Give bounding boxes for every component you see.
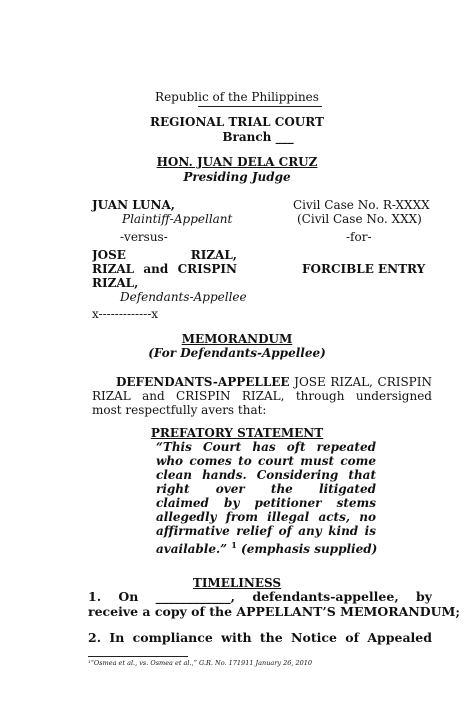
prefatory-quote — [156, 440, 376, 556]
timeliness-heading: TIMELINESS — [192, 576, 282, 590]
for-label: -for- — [346, 230, 372, 244]
item-1-line-2: receive a copy of the APPELLANT’S MEMORANDUM; — [88, 604, 460, 619]
item-2-line-1: 2. In compliance with the Notice of Appealed — [88, 630, 432, 645]
header-rule — [198, 106, 322, 107]
intro-line-1 — [92, 375, 432, 389]
quote-line-8 — [156, 538, 376, 556]
prefatory-heading: PREFATORY STATEMENT — [150, 426, 324, 440]
intro-line-1-rest: JOSE RIZAL, CRISPIN — [294, 375, 432, 389]
quote-line-1: “This Court has oft repeated — [156, 440, 376, 454]
court-branch: Branch ___ — [222, 130, 294, 144]
defendants-line-2: RIZAL and CRISPIN — [92, 262, 237, 276]
quote-line-4: right over the litigated — [156, 482, 376, 496]
country-header: Republic of the Philippines — [155, 90, 319, 104]
memorandum-title: MEMORANDUM — [181, 332, 293, 346]
item-1-line-1: 1. On ____________, defendants-appellee, by — [88, 589, 432, 604]
court-name: REGIONAL TRIAL COURT — [150, 115, 324, 129]
memorandum-subtitle: (For Defendants-Appellee) — [148, 346, 326, 360]
versus-label: -versus- — [120, 230, 168, 244]
intro-party-label: DEFENDANTS-APPELLEE — [116, 375, 290, 389]
footnote-ref: 1 — [231, 540, 237, 550]
timeliness-item-1 — [88, 589, 460, 619]
quote-line-6: allegedly from illegal acts, no — [156, 510, 376, 524]
intro-line-2: RIZAL and CRISPIN RIZAL, through undersigned — [92, 389, 432, 403]
quote-line-5: claimed by petitioner stems — [156, 496, 376, 510]
judge-title: Presiding Judge — [183, 170, 291, 184]
emphasis-note: (emphasis supplied) — [241, 542, 378, 556]
defendants-line-1: JOSE RIZAL, — [92, 248, 237, 262]
civil-case-number: Civil Case No. R-XXXX — [293, 198, 430, 212]
case-nature: FORCIBLE ENTRY — [302, 262, 426, 276]
timeliness-item-2 — [88, 630, 432, 645]
intro-paragraph — [92, 375, 432, 417]
civil-case-number-alt: (Civil Case No. XXX) — [297, 212, 422, 226]
judge-name: HON. JUAN DELA CRUZ — [156, 155, 318, 169]
defendants-names — [92, 248, 237, 290]
defendants-line-3: RIZAL, — [92, 276, 139, 290]
footnote-rule — [88, 656, 188, 657]
plaintiff-name: JUAN LUNA, — [92, 198, 175, 212]
quote-line-2: who comes to court must come — [156, 454, 376, 468]
defendants-role: Defendants-Appellee — [120, 290, 247, 304]
plaintiff-role: Plaintiff-Appellant — [122, 212, 233, 226]
quote-line-7: affirmative relief of any kind is — [156, 524, 376, 538]
footnote-text: ¹“Osmea et al., vs. Osmea et al.,” G.R. No. 171911 January 26, 2010 — [88, 659, 313, 667]
quote-line-8-text: available.” — [156, 542, 228, 556]
quote-line-3: clean hands. Considering that — [156, 468, 376, 482]
intro-line-3: most respectfully avers that: — [92, 403, 267, 417]
caption-separator: x-------------x — [92, 307, 159, 321]
